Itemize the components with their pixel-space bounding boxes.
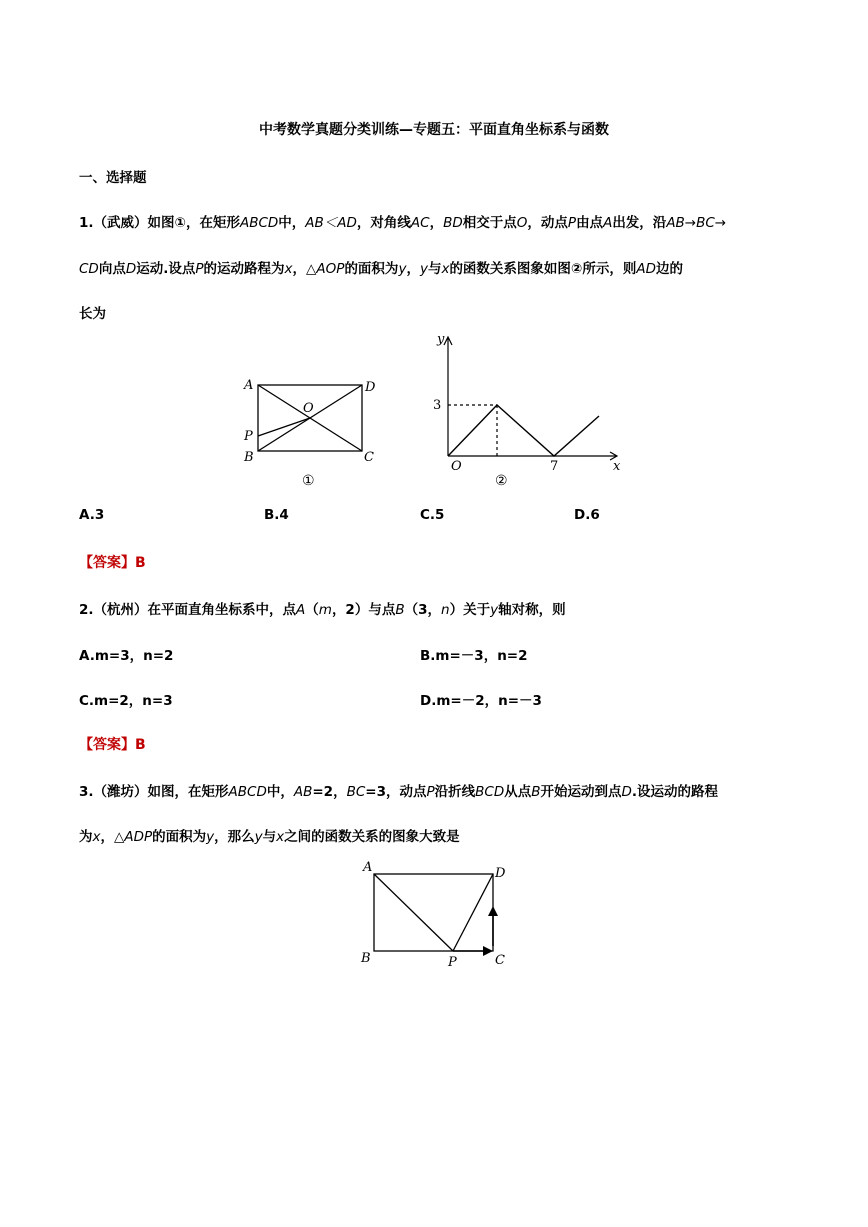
label-d: D xyxy=(495,866,506,881)
q3-figure-rectangle xyxy=(356,856,526,974)
section-heading: 一、选择题 xyxy=(79,170,147,186)
label-a: A xyxy=(363,860,373,875)
q1-option-c: C.5 xyxy=(420,507,445,523)
label-b: B xyxy=(244,450,254,465)
x-axis-label: x xyxy=(613,459,621,474)
label-p: P xyxy=(244,429,253,444)
segment-pd xyxy=(453,874,493,951)
y-axis-label: y xyxy=(437,332,445,347)
figure1-caption: ① xyxy=(302,473,315,489)
label-p: P xyxy=(448,955,457,970)
label-o: O xyxy=(303,401,314,416)
q2-option-b: B.m=－3，n=2 xyxy=(420,648,528,664)
q2-stem: 2.（杭州）在平面直角坐标系中，点A（m，2）与点B（3，n）关于y轴对称，则 xyxy=(79,602,566,618)
label-d: D xyxy=(365,380,376,395)
q1-figure-rectangle xyxy=(236,372,386,492)
q1-stem-line1: 1.（武威）如图①，在矩形ABCD中，AB＜AD，对角线AC，BD相交于点O，动点P由点A出发，沿AB→BC→ xyxy=(79,215,727,231)
rectangle-abcd xyxy=(374,874,493,951)
q1-stem-line3: 长为 xyxy=(79,306,106,322)
q1-answer: 【答案】B xyxy=(79,555,146,571)
q1-option-d: D.6 xyxy=(574,507,600,523)
page-title: 中考数学真题分类训练—专题五：平面直角坐标系与函数 xyxy=(259,122,609,138)
q1-stem-line2: CD向点D运动.设点P的运动路程为x，△AOP的面积为y，y与x的函数关系图象如图②所示，则AD边的 xyxy=(79,261,684,277)
y-tick-label: 3 xyxy=(433,398,442,413)
q2-option-a: A.m=3，n=2 xyxy=(79,648,174,664)
q3-stem-line2: 为x，△ADP的面积为y，那么y与x之间的函数关系的图象大致是 xyxy=(79,829,460,845)
q2-answer: 【答案】B xyxy=(79,737,146,753)
arrow-right-icon xyxy=(483,946,493,956)
q2-option-c: C.m=2，n=3 xyxy=(79,693,173,709)
function-line xyxy=(448,405,599,456)
q1-figure-graph xyxy=(420,328,630,494)
origin-label: O xyxy=(451,459,462,474)
figure2-caption: ② xyxy=(495,473,508,489)
label-b: B xyxy=(361,951,371,966)
x-tick-label: 7 xyxy=(550,459,559,474)
segment-po xyxy=(258,418,310,436)
label-c: C xyxy=(364,450,374,465)
arrow-up-icon xyxy=(488,906,498,916)
q1-option-a: A.3 xyxy=(79,507,105,523)
segment-ap xyxy=(374,874,453,951)
label-a: A xyxy=(244,378,254,393)
label-c: C xyxy=(495,953,505,968)
q2-option-d: D.m=－2，n=－3 xyxy=(420,693,542,709)
q3-stem-line1: 3.（潍坊）如图，在矩形ABCD中，AB=2，BC=3，动点P沿折线BCD从点B开始运动到点D.设运动的路程 xyxy=(79,784,719,800)
q1-option-b: B.4 xyxy=(264,507,289,523)
